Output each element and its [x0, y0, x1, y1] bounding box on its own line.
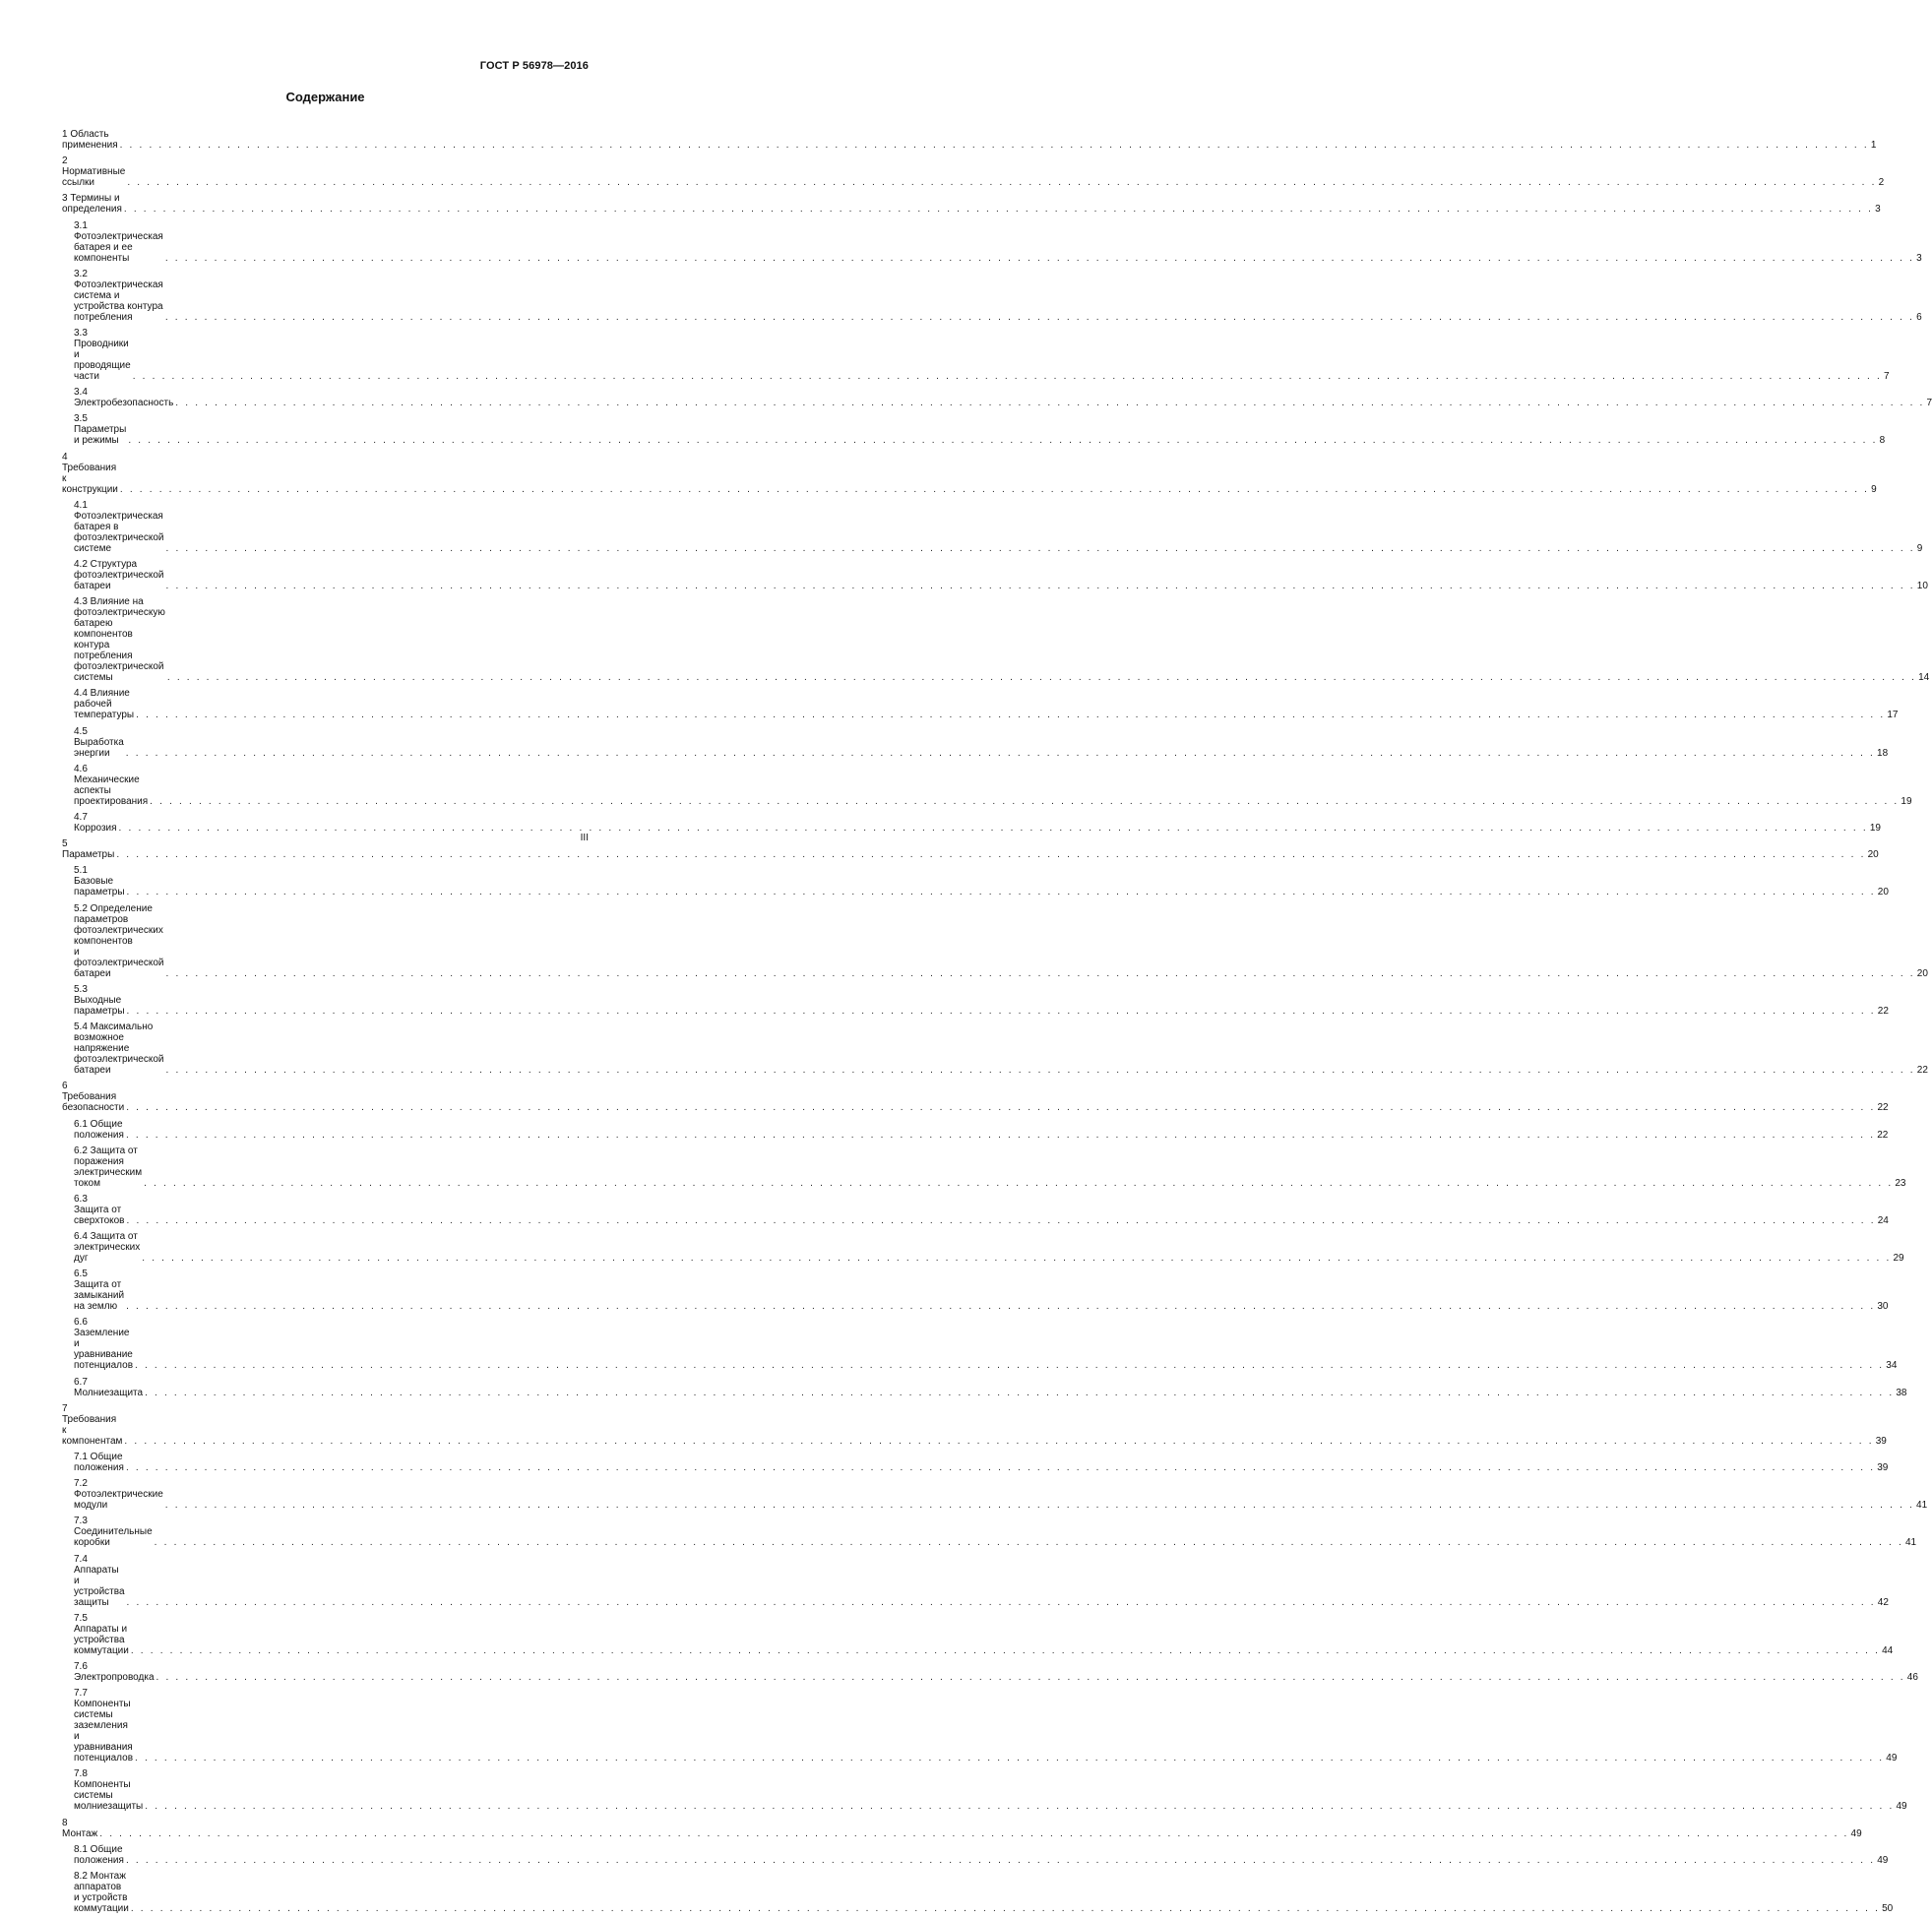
toc-entry-title: 4.4 Влияние рабочей температуры: [74, 688, 135, 721]
toc-leader-dots: [166, 581, 1915, 591]
toc-leader-dots: [145, 1801, 1894, 1812]
toc-entry-page: 49: [1877, 1854, 1889, 1866]
toc-entry[interactable]: [62, 1231, 1904, 1265]
toc-leader-dots: [127, 1006, 1876, 1017]
toc-entry-page: 29: [1893, 1253, 1904, 1265]
toc-entry-page: 49: [1850, 1827, 1862, 1839]
toc-entry-title: 7 Требования к компонентам: [62, 1402, 123, 1447]
toc-entry-page: 1: [1870, 140, 1877, 151]
toc-leader-dots: [120, 484, 1869, 495]
toc-entry[interactable]: [62, 812, 1881, 835]
toc-entry[interactable]: [62, 1843, 1889, 1866]
toc-entry-page: 42: [1877, 1596, 1889, 1608]
toc-entry-title: 3.4 Электробезопасность: [74, 387, 174, 409]
page-number: III: [580, 833, 589, 843]
toc-entry-page: 49: [1896, 1801, 1907, 1813]
toc-entry[interactable]: [62, 1269, 1889, 1313]
toc-entry-title: 8 Монтаж: [62, 1817, 98, 1839]
toc-entry-title: 6.3 Защита от сверхтоков: [74, 1193, 125, 1226]
toc-entry-title: 1 Область применения: [62, 129, 118, 151]
toc-entry-page: 41: [1916, 1500, 1928, 1512]
toc-leader-dots: [131, 1645, 1880, 1656]
toc-entry[interactable]: [62, 1688, 1898, 1764]
toc-entry-title: 6.7 Молниезащита: [74, 1376, 144, 1398]
toc-entry-page: 19: [1869, 823, 1881, 835]
toc-leader-dots: [126, 748, 1875, 759]
toc-leader-dots: [144, 1178, 1893, 1189]
toc-entry-page: 30: [1877, 1301, 1889, 1313]
toc-leader-dots: [142, 1253, 1891, 1264]
toc-leader-dots: [150, 796, 1899, 807]
toc-leader-dots: [166, 1065, 1915, 1076]
toc-entry-page: 22: [1877, 1005, 1889, 1017]
toc-entry[interactable]: [62, 1553, 1889, 1608]
toc-entry-title: 3.2 Фотоэлектрическая система и устройства контура потребления: [74, 268, 163, 323]
toc-leader-dots: [120, 140, 1869, 151]
toc-leader-dots: [145, 1388, 1894, 1398]
toc-entry-page: 20: [1916, 967, 1928, 979]
toc-leader-dots: [127, 887, 1876, 898]
toc-entry[interactable]: [62, 1118, 1889, 1141]
toc-entry[interactable]: [62, 1870, 1894, 1914]
toc-leader-dots: [175, 398, 1924, 408]
toc-entry-page: 17: [1887, 710, 1899, 721]
toc-entry[interactable]: [62, 596, 1930, 684]
toc-entry-title: 8.2 Монтаж аппаратов и устройств коммутации: [74, 1870, 129, 1914]
toc-entry-page: 44: [1882, 1644, 1894, 1656]
toc-leader-dots: [126, 1855, 1875, 1866]
toc-entry[interactable]: [62, 1516, 1917, 1549]
toc-leader-dots: [135, 1753, 1884, 1764]
toc-leader-dots: [99, 1828, 1848, 1839]
toc-entry-title: 7.6 Электропроводка: [74, 1660, 155, 1683]
toc-entry-page: 3: [1875, 204, 1881, 216]
toc-leader-dots: [166, 543, 1915, 554]
toc-entry-page: 34: [1886, 1360, 1898, 1372]
toc-entry[interactable]: [62, 838, 1879, 861]
toc-leader-dots: [131, 1903, 1880, 1914]
toc-entry[interactable]: [62, 1817, 1862, 1839]
toc-entry-page: 8: [1879, 435, 1886, 447]
toc-entry-title: 6 Требования безопасности: [62, 1081, 125, 1114]
toc-entry-title: 6.1 Общие положения: [74, 1118, 124, 1141]
toc-entry-page: 14: [1918, 672, 1930, 684]
toc-entry-title: 7.4 Аппараты и устройства защиты: [74, 1553, 125, 1608]
toc-entry[interactable]: [62, 1478, 1928, 1512]
toc-entry[interactable]: [62, 1402, 1887, 1447]
toc-entry-title: 6.6 Заземление и уравнивание потенциалов: [74, 1317, 134, 1372]
toc-leader-dots: [166, 968, 1915, 979]
toc-entry[interactable]: [62, 725, 1889, 759]
toc-leader-dots: [127, 177, 1876, 188]
toc-entry[interactable]: [62, 865, 1889, 898]
toc-entry[interactable]: [62, 558, 1928, 591]
toc-leader-dots: [165, 253, 1914, 264]
toc-leader-dots: [128, 435, 1877, 446]
toc-entry[interactable]: [62, 1021, 1928, 1077]
toc-entry-page: 2: [1878, 177, 1885, 189]
toc-entry[interactable]: [62, 688, 1899, 721]
toc-entry-page: 22: [1877, 1129, 1889, 1141]
toc-entry[interactable]: [62, 902, 1928, 979]
toc-entry-title: 5 Параметры: [62, 838, 115, 861]
toc-leader-dots: [126, 1215, 1875, 1226]
toc-entry[interactable]: [62, 413, 1886, 447]
toc-entry-page: 22: [1877, 1102, 1889, 1114]
toc-entry-page: 7: [1883, 370, 1890, 382]
toc-entry[interactable]: [62, 763, 1912, 807]
toc-entry-title: 5.4 Максимально возможное напряжение фотоэлектрической батареи: [74, 1021, 164, 1077]
toc-entry[interactable]: [62, 387, 1932, 409]
toc-entry[interactable]: [62, 268, 1922, 323]
toc-entry-page: 39: [1875, 1435, 1887, 1447]
toc-entry-title: 6.2 Защита от поражения электрическим током: [74, 1145, 143, 1189]
toc-entry[interactable]: [62, 983, 1889, 1017]
toc-entry-page: 18: [1877, 747, 1889, 759]
toc-entry-page: 38: [1896, 1387, 1907, 1398]
toc-entry-page: 19: [1901, 795, 1912, 807]
toc-entry[interactable]: [62, 1145, 1906, 1189]
toc-entry-title: 7.1 Общие положения: [74, 1452, 124, 1474]
toc-entry-title: 7.3 Соединительные коробки: [74, 1516, 153, 1549]
toc-entry-title: 3.5 Параметры и режимы: [74, 413, 127, 447]
toc-entry-title: 4 Требования к конструкции: [62, 451, 118, 495]
toc-entry[interactable]: [62, 327, 1890, 382]
toc-leader-dots: [165, 312, 1914, 323]
toc-leader-dots: [124, 1436, 1873, 1447]
toc-entry-title: 5.2 Определение параметров фотоэлектрических компонентов и фотоэлектрической батареи: [74, 902, 164, 979]
toc-entry[interactable]: [62, 1768, 1907, 1813]
toc-entry-page: 6: [1916, 311, 1922, 323]
toc-entry-title: 4.2 Структура фотоэлектрической батареи: [74, 558, 164, 591]
toc-entry[interactable]: [62, 1081, 1889, 1114]
toc-leader-dots: [135, 1360, 1884, 1371]
toc-entry-title: 8.1 Общие положения: [74, 1843, 124, 1866]
toc-entry-title: 3.3 Проводники и проводящие части: [74, 327, 131, 382]
toc-entry-title: 7.5 Аппараты и устройства коммутации: [74, 1612, 129, 1656]
toc-entry-title: 2 Нормативные ссылки: [62, 155, 126, 189]
toc-entry-page: 3: [1916, 252, 1922, 264]
toc-entry-title: 4.1 Фотоэлектрическая батарея в фотоэлектрической системе: [74, 499, 164, 554]
toc-entry-page: 41: [1904, 1537, 1917, 1549]
toc-entry[interactable]: [62, 1317, 1898, 1372]
toc-entry[interactable]: [62, 1193, 1889, 1226]
toc-leader-dots: [126, 1102, 1875, 1113]
toc-entry[interactable]: [62, 1376, 1907, 1398]
toc-leader-dots: [136, 710, 1885, 720]
toc-leader-dots: [133, 371, 1882, 382]
toc-entry-title: 5.1 Базовые параметры: [74, 865, 125, 898]
toc-entry[interactable]: [62, 1660, 1918, 1683]
toc-leader-dots: [126, 1130, 1875, 1141]
toc-leader-dots: [126, 1301, 1875, 1312]
toc-entry[interactable]: [62, 219, 1922, 264]
toc-entry[interactable]: [62, 499, 1923, 554]
toc-entry-page: 46: [1906, 1671, 1918, 1683]
toc-entry-title: 7.7 Компоненты системы заземления и уравнивания потенциалов: [74, 1688, 134, 1764]
toc-entry[interactable]: [62, 1452, 1889, 1474]
toc-leader-dots: [124, 204, 1873, 215]
toc-entry[interactable]: [62, 1612, 1894, 1656]
toc-entry-title: 7.2 Фотоэлектрические модули: [74, 1478, 163, 1512]
toc-entry-title: 4.3 Влияние на фотоэлектрическую батарею компонентов контура потребления фотоэлектрической системы: [74, 596, 165, 684]
toc-entry[interactable]: [62, 451, 1877, 495]
toc-entry-title: 4.7 Коррозия: [74, 812, 117, 835]
toc-entry-page: 9: [1871, 483, 1877, 495]
toc-leader-dots: [167, 672, 1916, 683]
toc-entry[interactable]: [62, 129, 1877, 151]
document-standard-header: ГОСТ Р 56978—2016: [479, 60, 589, 72]
page-title: Содержание: [285, 90, 365, 104]
toc-entry-title: 6.5 Защита от замыканий на землю: [74, 1269, 125, 1313]
toc-entry-page: 49: [1886, 1753, 1898, 1764]
toc-entry-page: 50: [1882, 1902, 1894, 1914]
toc-entry-page: 23: [1895, 1177, 1906, 1189]
toc-entry-title: 3.1 Фотоэлектрическая батарея и ее компоненты: [74, 219, 163, 264]
toc-entry-page: 20: [1867, 849, 1879, 861]
toc-leader-dots: [126, 1462, 1875, 1473]
toc-leader-dots: [155, 1537, 1903, 1548]
toc-entry-title: 6.4 Защита от электрических дуг: [74, 1231, 141, 1265]
toc-leader-dots: [156, 1672, 1905, 1683]
toc-entry-page: 9: [1916, 542, 1923, 554]
toc-entry[interactable]: [62, 193, 1881, 216]
toc-entry-title: 7.8 Компоненты системы молниезащиты: [74, 1768, 144, 1813]
toc-entry-title: 4.5 Выработка энергии: [74, 725, 124, 759]
toc-entry-title: 4.6 Механические аспекты проектирования: [74, 763, 149, 807]
toc-leader-dots: [119, 823, 1868, 834]
toc-entry-page: 7: [1926, 398, 1932, 409]
toc-leader-dots: [165, 1500, 1914, 1511]
toc-entry-page: 24: [1877, 1214, 1889, 1226]
toc-entry-page: 20: [1877, 887, 1889, 898]
table-of-contents: [62, 129, 1932, 1919]
toc-entry-title: 5.3 Выходные параметры: [74, 983, 125, 1017]
toc-entry[interactable]: [62, 155, 1885, 189]
toc-entry-page: 10: [1916, 580, 1928, 591]
toc-entry-page: 22: [1916, 1065, 1928, 1077]
toc-leader-dots: [127, 1597, 1876, 1608]
toc-leader-dots: [116, 849, 1865, 860]
toc-entry-page: 39: [1877, 1462, 1889, 1474]
toc-entry-title: 3 Термины и определения: [62, 193, 122, 216]
